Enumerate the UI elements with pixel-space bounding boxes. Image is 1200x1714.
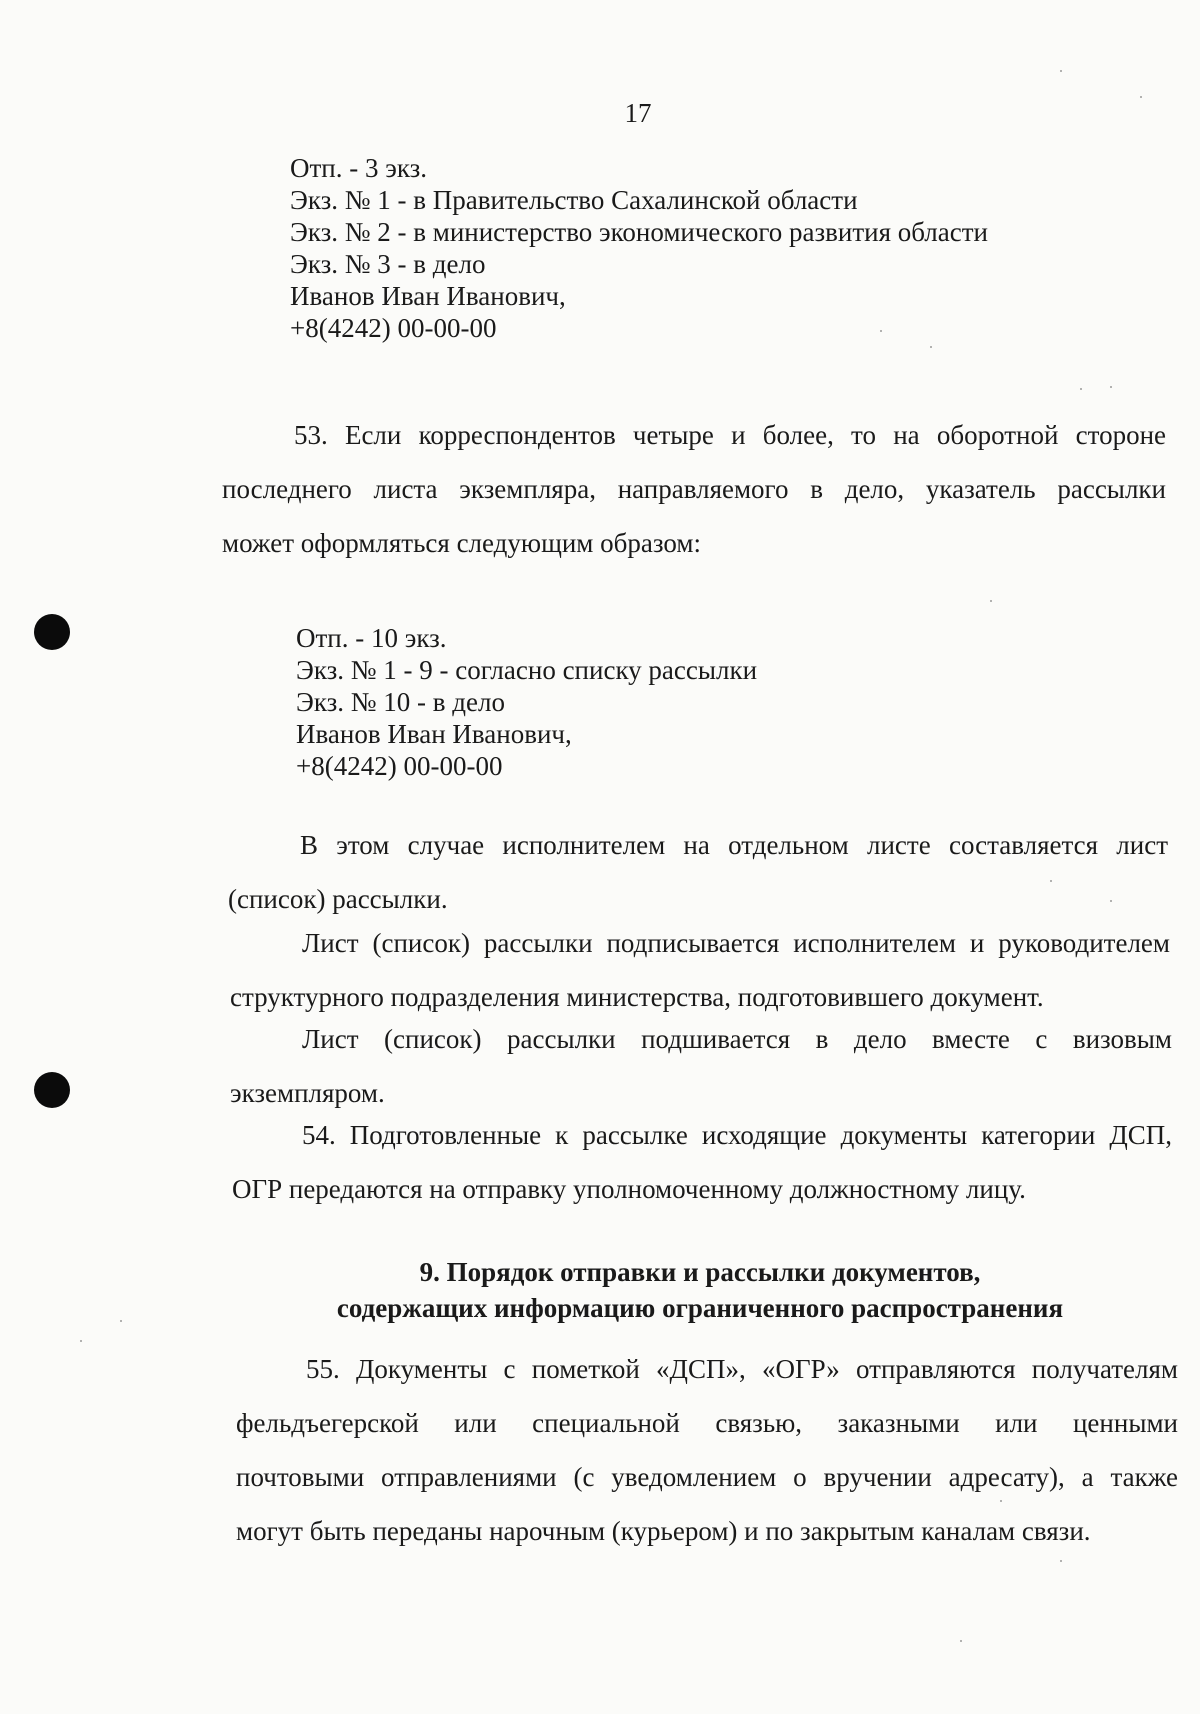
paragraph-line: последнего листа экземпляра, направляемого в дело, указатель рассылки: [222, 474, 1166, 504]
scan-speck: [120, 1320, 122, 1322]
distribution-line: Отп. - 3 экз.: [290, 153, 428, 183]
paragraph-line: 55. Документы с пометкой «ДСП», «ОГР» отправляются получателям: [306, 1354, 1178, 1384]
scan-speck: [1140, 96, 1142, 98]
paragraph-line: (список) рассылки.: [228, 884, 448, 914]
distribution-line: Экз. № 3 - в дело: [290, 249, 486, 279]
scan-speck: [80, 1340, 82, 1342]
paragraph-55: [236, 1342, 1178, 1558]
paragraph-line: 53. Если корреспондентов четыре и более, то на оборотной стороне: [294, 420, 1166, 450]
distribution-line: Экз. № 1 - в Правительство Сахалинской области: [290, 185, 858, 215]
distribution-line: Иванов Иван Иванович,: [296, 719, 572, 749]
scan-speck: [930, 346, 932, 348]
paragraph-54: [232, 1108, 1172, 1216]
paragraph-filed: [230, 1012, 1172, 1120]
distribution-line: Экз. № 10 - в дело: [296, 687, 505, 717]
paragraph-line: Лист (список) рассылки подшивается в дело вместе с визовым: [302, 1024, 1172, 1054]
section-heading: [228, 1254, 1172, 1326]
scan-speck: [960, 1640, 962, 1642]
scan-speck: [1050, 880, 1052, 882]
distribution-line: Экз. № 2 - в министерство экономического развития области: [290, 217, 988, 247]
paragraph-line: почтовыми отправлениями (с уведомлением о вручении адресату), а также: [236, 1462, 1178, 1492]
paragraph-line: могут быть переданы нарочным (курьером) и по закрытым каналам связи.: [236, 1516, 1091, 1546]
page-number: 17: [624, 98, 652, 128]
distribution-line: Отп. - 10 экз.: [296, 623, 447, 653]
distribution-block-2: [296, 622, 757, 782]
distribution-line: +8(4242) 00-00-00: [296, 751, 503, 781]
paragraph-signed: [230, 916, 1170, 1024]
scan-speck: [1110, 386, 1112, 388]
paragraph-case: [228, 818, 1168, 926]
paragraph-53: [222, 408, 1166, 570]
distribution-line: Экз. № 1 - 9 - согласно списку рассылки: [296, 655, 758, 685]
paragraph-line: Лист (список) рассылки подписывается исполнителем и руководителем: [302, 928, 1170, 958]
distribution-line: Иванов Иван Иванович,: [290, 281, 566, 311]
punch-hole: [34, 614, 70, 650]
scan-speck: [1110, 900, 1112, 902]
heading-line: 9. Порядок отправки и рассылки документов,: [419, 1257, 981, 1287]
scan-speck: [1060, 70, 1062, 72]
paragraph-line: фельдъегерской или специальной связью, заказными или ценными: [236, 1408, 1178, 1438]
punch-hole: [34, 1072, 70, 1108]
scan-speck: [1000, 1500, 1002, 1502]
paragraph-line: В этом случае исполнителем на отдельном листе составляется лист: [300, 830, 1168, 860]
scan-speck: [990, 600, 992, 602]
scan-speck: [1060, 1560, 1062, 1562]
paragraph-line: экземпляром.: [230, 1078, 385, 1108]
distribution-line: +8(4242) 00-00-00: [290, 313, 497, 343]
paragraph-line: 54. Подготовленные к рассылке исходящие документы категории ДСП,: [302, 1120, 1172, 1150]
paragraph-line: может оформляться следующим образом:: [222, 528, 701, 558]
distribution-block-1: [290, 152, 988, 344]
scan-speck: [880, 330, 882, 332]
paragraph-line: ОГР передаются на отправку уполномоченному должностному лицу.: [232, 1174, 1026, 1204]
heading-line: содержащих информацию ограниченного распространения: [336, 1293, 1064, 1323]
paragraph-line: структурного подразделения министерства, подготовившего документ.: [230, 982, 1044, 1012]
scan-speck: [1080, 388, 1082, 390]
